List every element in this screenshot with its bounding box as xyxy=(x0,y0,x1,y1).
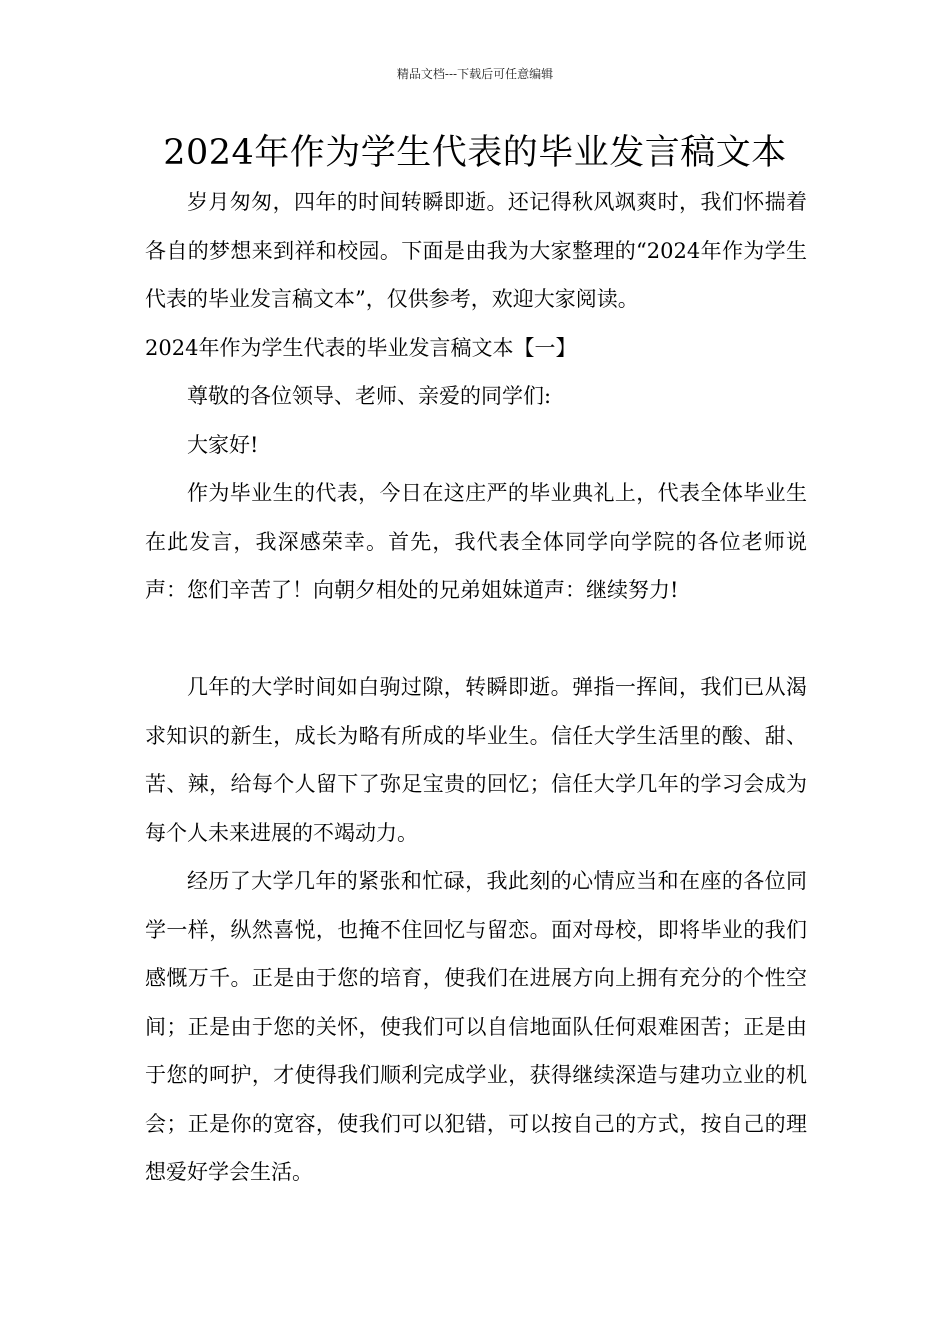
header-note: 精品文档---下载后可任意编辑 xyxy=(396,67,554,81)
paragraph-spacer xyxy=(145,615,807,664)
salutation: 尊敬的各位领导、老师、亲爱的同学们: xyxy=(187,384,552,408)
document-body xyxy=(145,178,807,1197)
intro-paragraph: 岁月匆匆，四年的时间转瞬即逝。还记得秋风飒爽时，我们怀揣着各自的梦想来到祥和校园。下面是由我为大家整理的“2024年作为学生代表的毕业发言稿文本”，仅供参考，欢迎大家阅读。 xyxy=(145,190,807,311)
greeting: 大家好! xyxy=(187,432,259,457)
body-paragraph: 经历了大学几年的紧张和忙碌，我此刻的心情应当和在座的各位同学一样，纵然喜悦，也掩不住回忆与留恋。面对母校，即将毕业的我们感慨万千。正是由于您的培育，使我们在进展方向上拥有充分的个性空间；正是由于您的关怀，使我们可以自信地面队任何艰难困苦；正是由于您的呵护，才使得我们顺利完成学业，获得继续深造与建功立业的机会；正是你的宽容，使我们可以犯错，可以按自己的方式，按自己的理想爱好学会生活。 xyxy=(145,869,807,1184)
body-paragraph: 作为毕业生的代表，今日在这庄严的毕业典礼上，代表全体毕业生在此发言，我深感荣幸。首先，我代表全体同学向学院的各位老师说声：您们辛苦了！向朝夕相处的兄弟姐妹道声：继续努力! xyxy=(145,481,807,602)
body-paragraph: 几年的大学时间如白驹过隙，转瞬即逝。弹指一挥间，我们已从渴求知识的新生，成长为略有所成的毕业生。信任大学生活里的酸、甜、苦、辣，给每个人留下了弥足宝贵的回忆；信任大学几年的学习会成为每个人未来进展的不竭动力。 xyxy=(145,675,807,845)
document-title: 2024年作为学生代表的毕业发言稿文本 xyxy=(163,133,787,173)
section-heading: 2024年作为学生代表的毕业发言稿文本【一】 xyxy=(145,335,577,360)
